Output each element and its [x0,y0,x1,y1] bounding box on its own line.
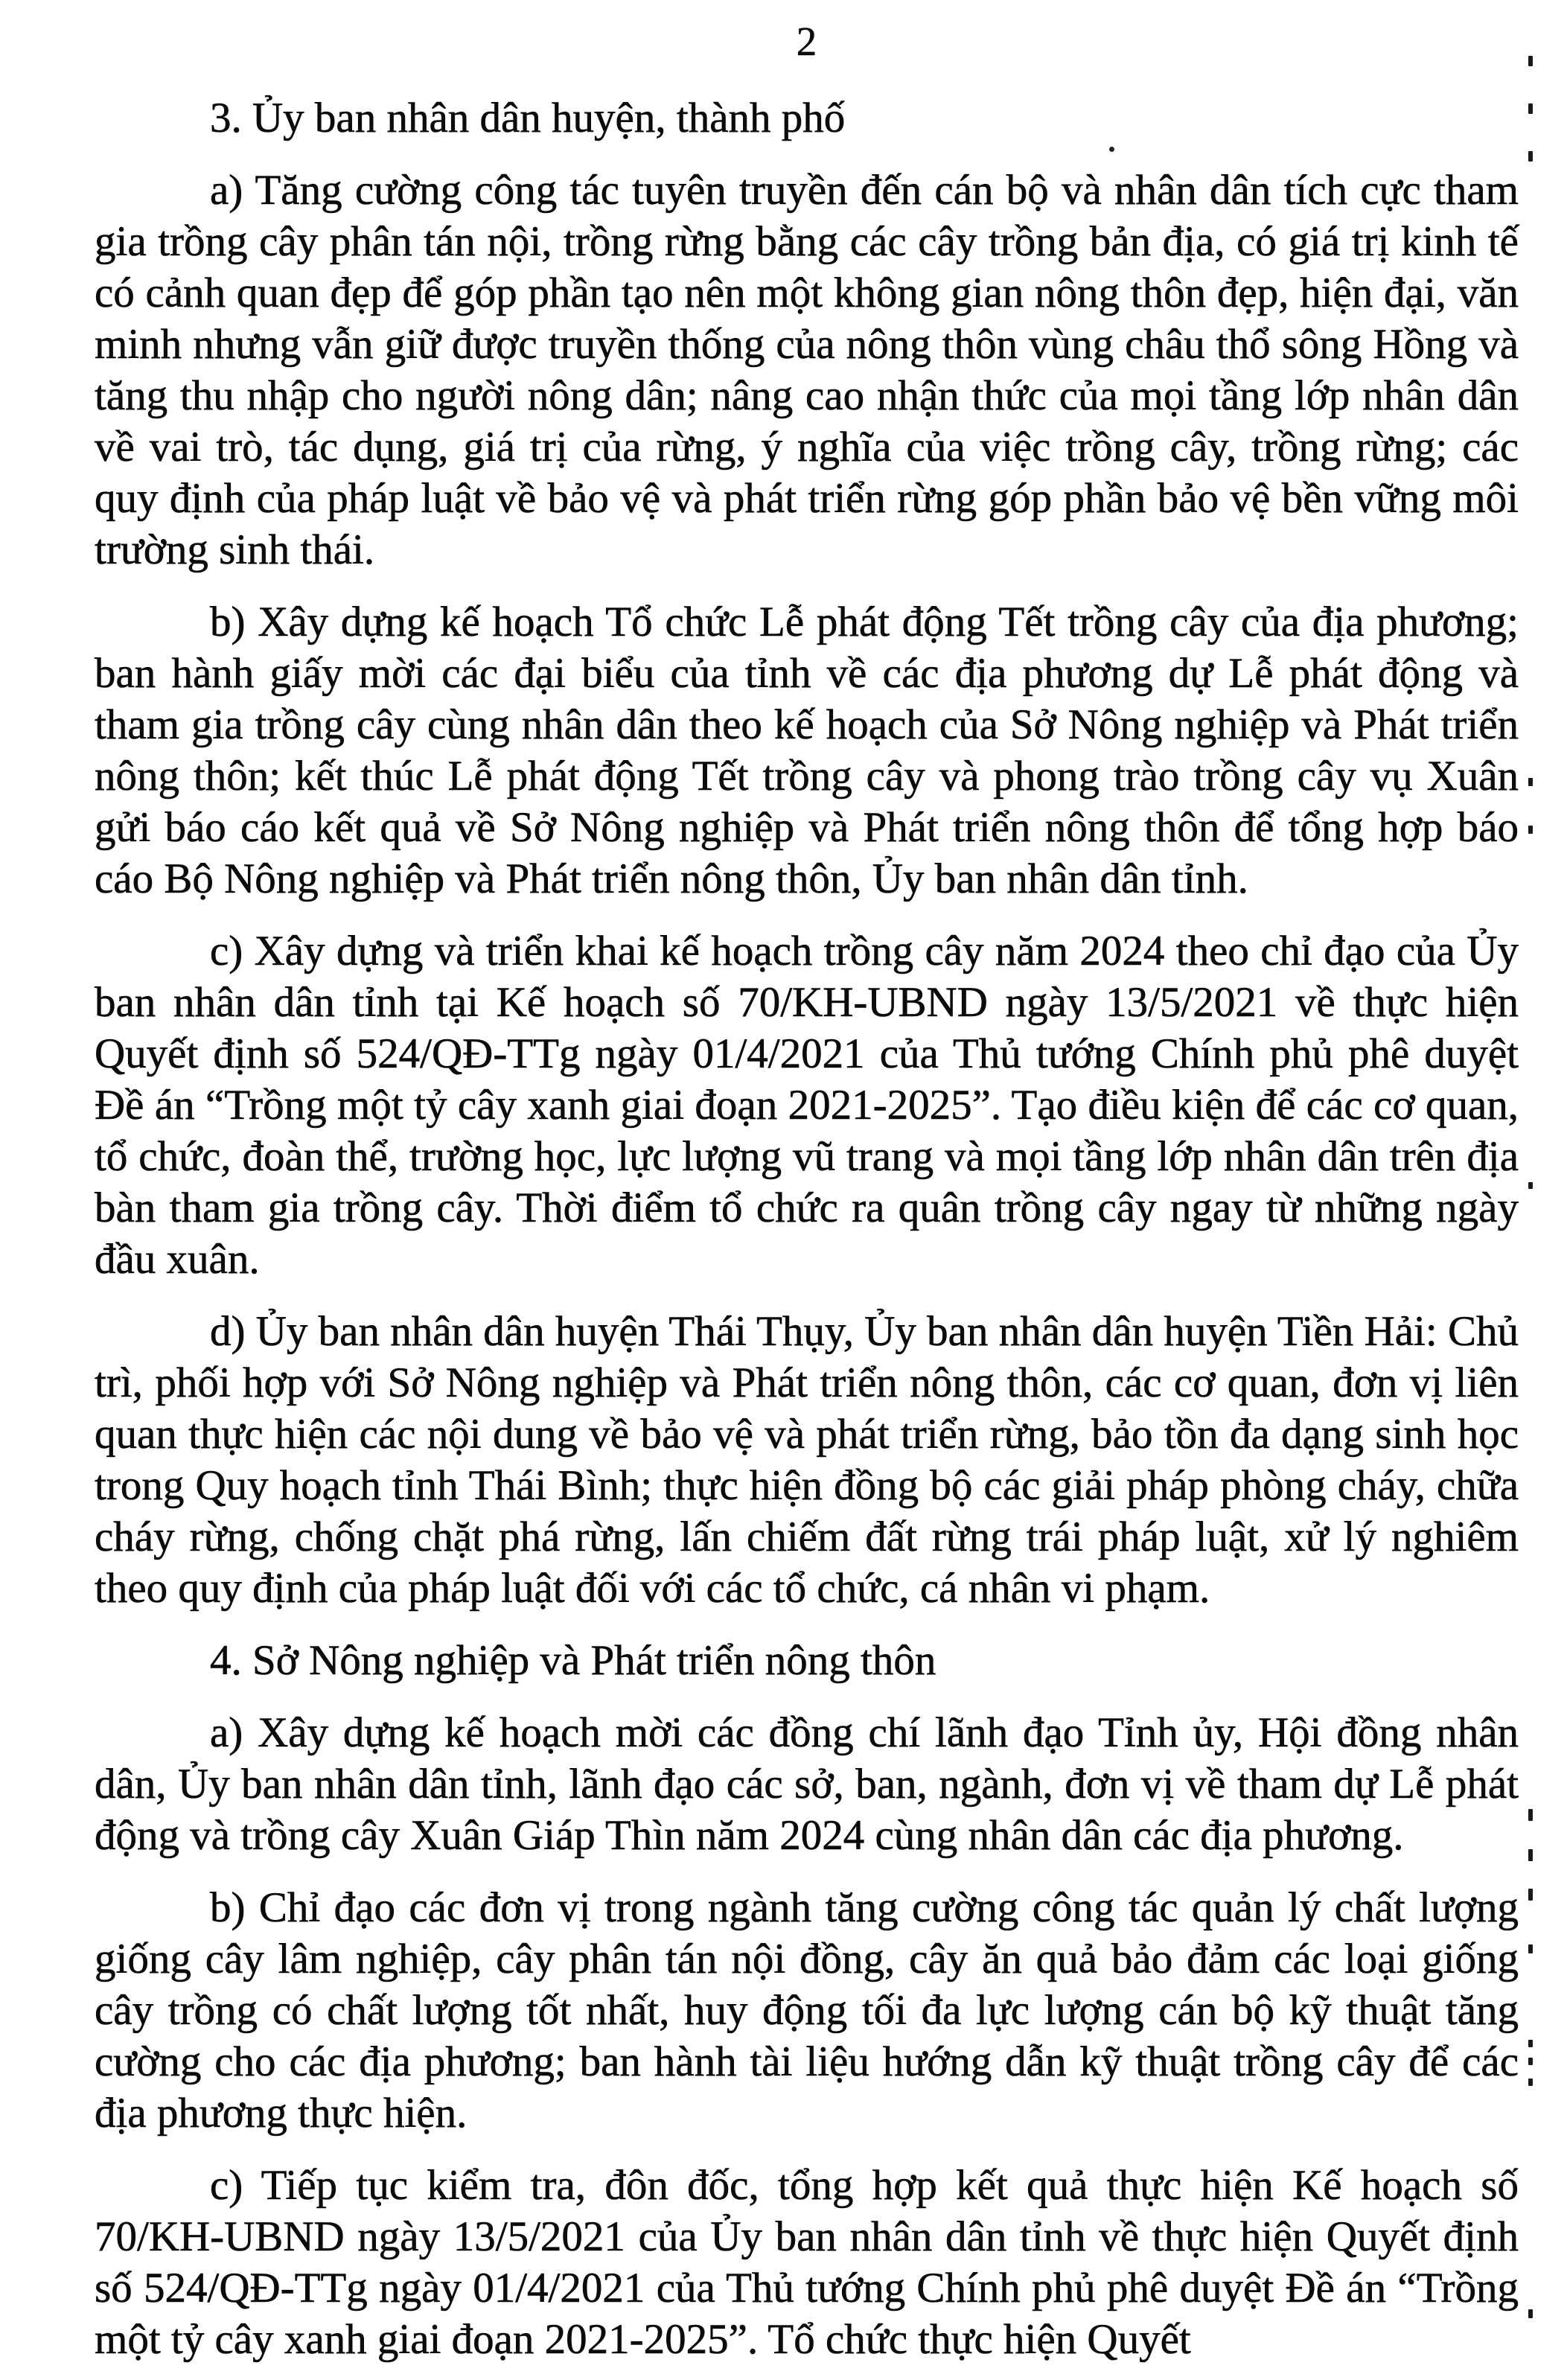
binding-mark [1528,2058,1533,2065]
binding-mark [1528,2078,1533,2086]
document-body [95,92,1519,2365]
binding-mark [1528,2309,1533,2318]
binding-mark [1528,103,1533,114]
section-heading: 3. Ủy ban nhân dân huyện, thành phố [210,95,846,141]
paragraph: d) Ủy ban nhân dân huyện Thái Thụy, Ủy ban nhân dân huyện Tiền Hải: Chủ trì, phối hợp với Sở Nông nghiệp và Phát triển nông thôn, các cơ quan, đơn vị liên quan thực hiện các nội dung về bảo vệ và phát triển rừng, bảo tồn đa dạng sinh học trong Quy hoạch tỉnh Thái Bình; thực hiện đồng bộ các giải pháp phòng cháy, chữa cháy rừng, chống chặt phá rừng, lấn chiếm đất rừng trái pháp luật, xử lý nghiêm theo quy định của pháp luật đối với các tổ chức, cá nhân vi phạm. [95,1308,1519,1612]
binding-mark [1528,1944,1533,1953]
binding-mark [1528,151,1533,162]
binding-mark [1528,56,1533,66]
binding-mark [1528,2040,1533,2047]
paragraph: c) Tiếp tục kiểm tra, đôn đốc, tổng hợp kết quả thực hiện Kế hoạch số 70/KH-UBND ngày 13/5/2021 của Ủy ban nhân dân tỉnh về thực hiện Quyết định số 524/QĐ-TTg ngày 01/4/2021 của Thủ tướng Chính phủ phê duyệt Đề án “Trồng một tỷ cây xanh giai đoạn 2021-2025”. Tổ chức thực hiện Quyết [95,2162,1519,2363]
binding-mark [1528,1182,1533,1189]
paragraph: b) Xây dựng kế hoạch Tổ chức Lễ phát động Tết trồng cây của địa phương; ban hành giấy mời các đại biểu của tỉnh về các địa phương dự Lễ phát động và tham gia trồng cây cùng nhân dân theo kế hoạch của Sở Nông nghiệp và Phát triển nông thôn; kết thúc Lễ phát động Tết trồng cây và phong trào trồng cây vụ Xuân gửi báo cáo kết quả về Sở Nông nghiệp và Phát triển nông thôn để tổng hợp báo cáo Bộ Nông nghiệp và Phát triển nông thôn, Ủy ban nhân dân tỉnh. [95,599,1519,902]
paragraph: a) Tăng cường công tác tuyên truyền đến cán bộ và nhân dân tích cực tham gia trồng cây phân tán nội, trồng rừng bằng các cây trồng bản địa, có giá trị kinh tế có cảnh quan đẹp để góp phần tạo nên một không gian nông thôn đẹp, hiện đại, văn minh nhưng vẫn giữ được truyền thống của nông thôn vùng châu thổ sông Hồng và tăng thu nhập cho người nông dân; nâng cao nhận thức của mọi tầng lớp nhân dân về vai trò, tác dụng, giá trị của rừng, ý nghĩa của việc trồng cây, trồng rừng; các quy định của pháp luật về bảo vệ và phát triển rừng góp phần bảo vệ bền vững môi trường sinh thái. [95,167,1519,573]
binding-mark [1528,1849,1533,1861]
page-number: 2 [796,19,817,64]
paragraph: c) Xây dựng và triển khai kế hoạch trồng cây năm 2024 theo chỉ đạo của Ủy ban nhân dân tỉnh tại Kế hoạch số 70/KH-UBND ngày 13/5/2021 về thực hiện Quyết định số 524/QĐ-TTg ngày 01/4/2021 của Thủ tướng Chính phủ phê duyệt Đề án “Trồng một tỷ cây xanh giai đoạn 2021-2025”. Tạo điều kiện để các cơ quan, tổ chức, đoàn thể, trường học, lực lượng vũ trang và mọi tầng lớp nhân dân trên địa bàn tham gia trồng cây. Thời điểm tổ chức ra quân trồng cây ngay từ những ngày đầu xuân. [95,928,1519,1283]
scan-speck [1109,147,1114,152]
paragraph: b) Chỉ đạo các đơn vị trong ngành tăng cường công tác quản lý chất lượng giống cây lâm nghiệp, cây phân tán nội đồng, cây ăn quả bảo đảm các loại giống cây trồng có chất lượng tốt nhất, huy động tối đa lực lượng cán bộ kỹ thuật tăng cường cho các địa phương; ban hành tài liệu hướng dẫn kỹ thuật trồng cây để các địa phương thực hiện. [95,1884,1519,2137]
section-heading: 4. Sở Nông nghiệp và Phát triển nông thôn [210,1637,936,1684]
binding-mark [1528,826,1533,834]
binding-mark [1528,1809,1533,1821]
binding-mark [1528,1889,1533,1901]
binding-mark [1528,778,1533,786]
paragraph: a) Xây dựng kế hoạch mời các đồng chí lãnh đạo Tỉnh ủy, Hội đồng nhân dân, Ủy ban nhân dân tỉnh, lãnh đạo các sở, ban, ngành, đơn vị về tham dự Lễ phát động và trồng cây Xuân Giáp Thìn năm 2024 cùng nhân dân các địa phương. [95,1709,1519,1859]
